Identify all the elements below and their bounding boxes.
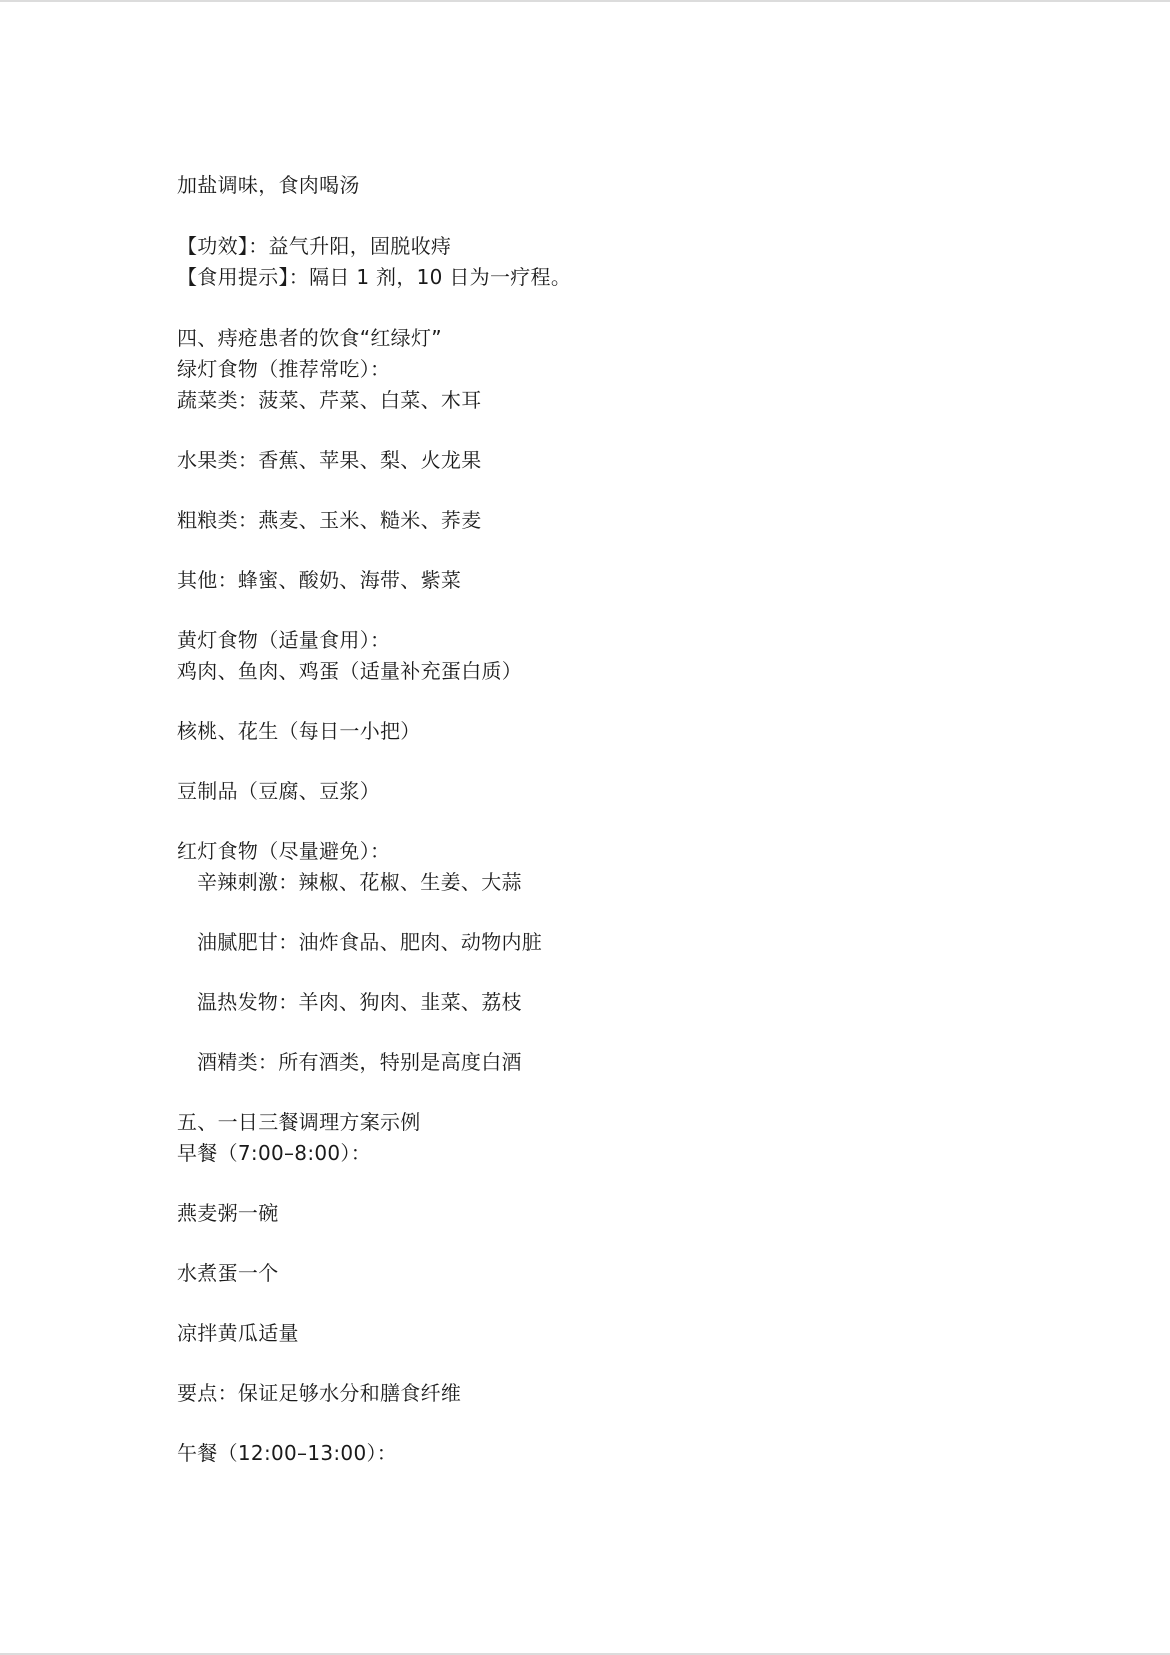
section-heading-4: 四、痔疮患者的饮食“红绿灯” (177, 326, 442, 350)
breakfast-heading: 早餐（7:00–8:00）： (177, 1141, 372, 1165)
blank-line (177, 536, 1077, 565)
list-item-protein: 鸡肉、鱼肉、鸡蛋（适量补充蛋白质） (177, 659, 523, 683)
blank-line (177, 293, 1077, 323)
list-item-others: 其他：蜂蜜、酸奶、海带、紫菜 (177, 568, 462, 592)
section-heading-5: 五、一日三餐调理方案示例 (177, 1110, 421, 1134)
blank-line (177, 958, 1077, 987)
document-page (177, 170, 1077, 1469)
yellow-light-heading: 黄灯食物（适量食用）： (177, 628, 391, 652)
lunch-heading: 午餐（12:00–13:00）： (177, 1441, 398, 1465)
blank-line (177, 807, 1077, 836)
blank-line (177, 596, 1077, 625)
list-item-fruits: 水果类：香蕉、苹果、梨、火龙果 (177, 448, 482, 472)
blank-line (177, 747, 1077, 776)
list-item-soy: 豆制品（豆腐、豆浆） (177, 779, 380, 803)
list-item-oatmeal: 燕麦粥一碗 (177, 1201, 279, 1225)
recipe-instruction: 加盐调味，食肉喝汤 (177, 173, 360, 197)
blank-line (177, 1018, 1077, 1047)
usage-tip-line: 【食用提示】：隔日 1 剂，10 日为一疗程。 (177, 265, 572, 289)
blank-line (177, 1349, 1077, 1378)
list-item-egg: 水煮蛋一个 (177, 1261, 279, 1285)
efficacy-line: 【功效】：益气升阳，固脱收痔 (177, 234, 452, 258)
blank-line (177, 1078, 1077, 1107)
list-item-spicy: 辛辣刺激：辣椒、花椒、生姜、大蒜 (197, 870, 522, 894)
breakfast-key-point: 要点：保证足够水分和膳食纤维 (177, 1381, 462, 1405)
list-item-cucumber: 凉拌黄瓜适量 (177, 1321, 299, 1345)
blank-line (177, 898, 1077, 927)
blank-line (177, 687, 1077, 716)
list-item-greasy: 油腻肥甘：油炸食品、肥肉、动物内脏 (197, 930, 543, 954)
list-item-alcohol: 酒精类：所有酒类，特别是高度白酒 (197, 1050, 522, 1074)
green-light-heading: 绿灯食物（推荐常吃）： (177, 357, 391, 381)
blank-line (177, 201, 1077, 231)
list-item-nuts: 核桃、花生（每日一小把） (177, 719, 421, 743)
blank-line (177, 1169, 1077, 1198)
red-light-heading: 红灯食物（尽量避免）： (177, 839, 391, 863)
blank-line (177, 416, 1077, 445)
page-top-border (0, 0, 1170, 2)
blank-line (177, 476, 1077, 505)
blank-line (177, 1409, 1077, 1438)
list-item-grains: 粗粮类：燕麦、玉米、糙米、荞麦 (177, 508, 482, 532)
blank-line (177, 1229, 1077, 1258)
list-item-vegetables: 蔬菜类：菠菜、芹菜、白菜、木耳 (177, 388, 482, 412)
list-item-warming: 温热发物：羊肉、狗肉、韭菜、荔枝 (197, 990, 522, 1014)
blank-line (177, 1289, 1077, 1318)
